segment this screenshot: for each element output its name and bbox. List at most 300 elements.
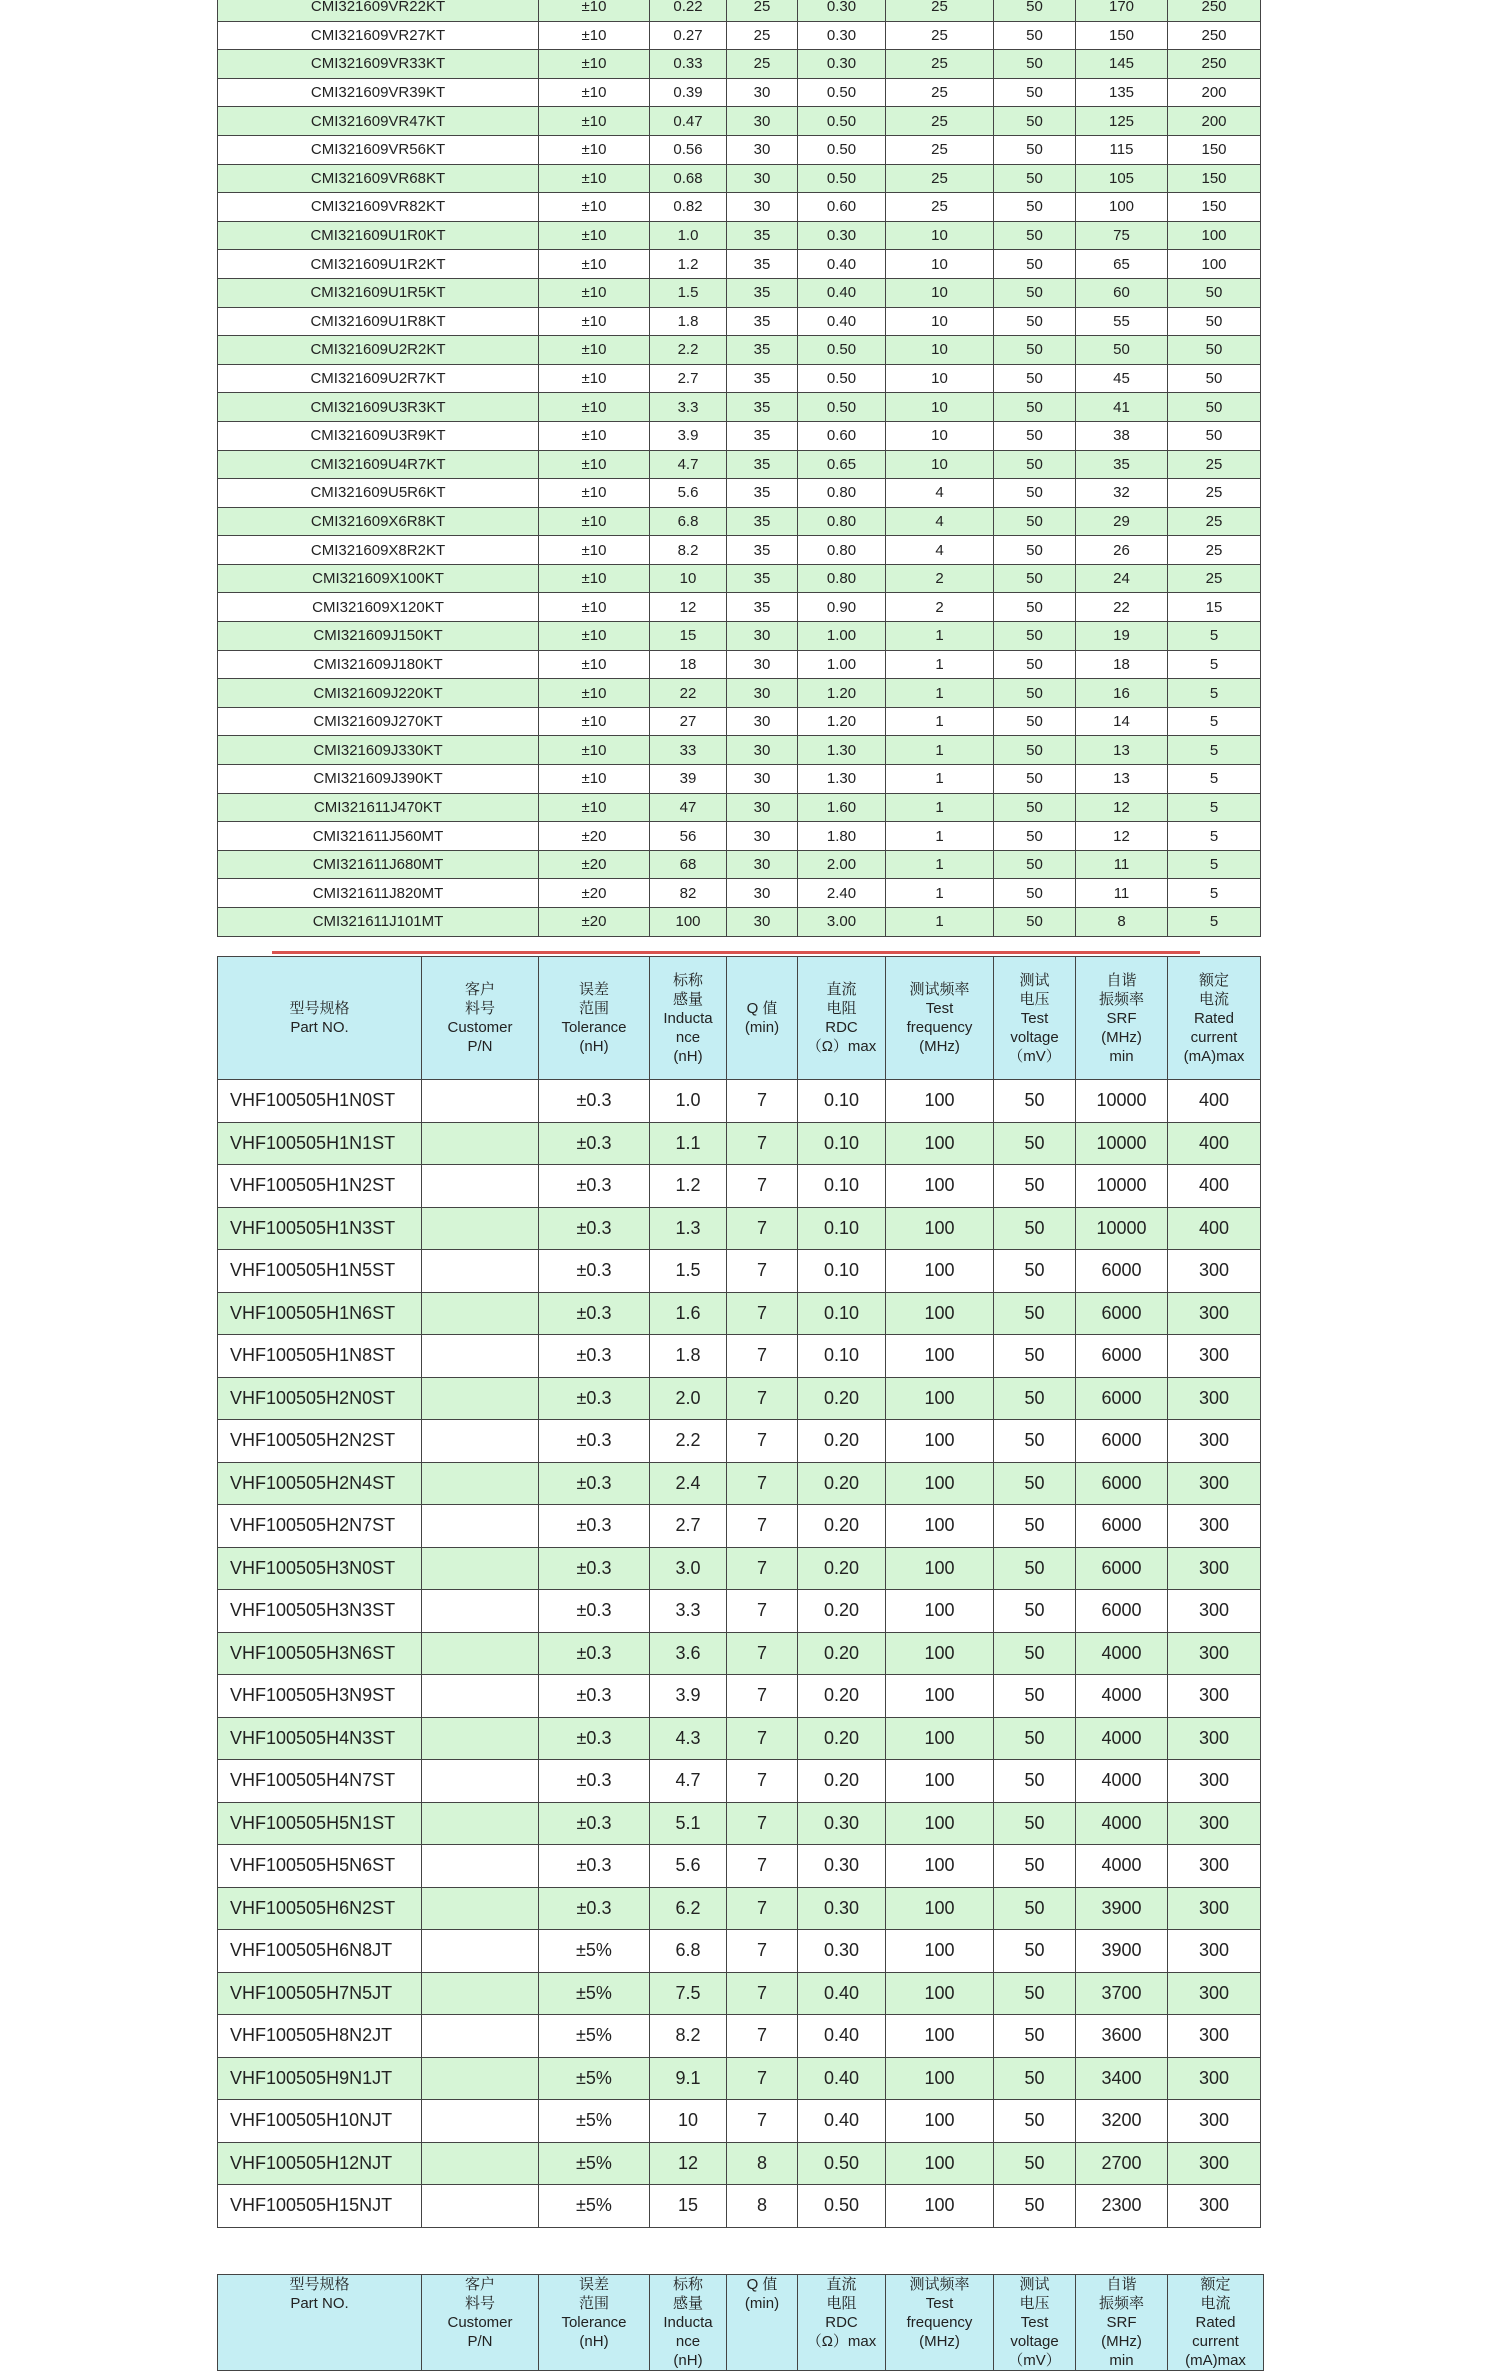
tolerance-cell: ±10 [539,736,650,765]
rated-current-cell: 300 [1168,1930,1261,1973]
test-frequency-cell: 1 [886,679,994,708]
rdc-cell: 0.20 [798,1675,886,1718]
customer-pn-cell [422,1717,539,1760]
tolerance-cell: ±0.3 [539,1122,650,1165]
customer-pn-cell [422,2142,539,2185]
q-cell: 30 [727,736,798,765]
q-cell: 30 [727,850,798,879]
part-no-cell: CMI321609U1R8KT [218,307,539,336]
tolerance-cell: ±10 [539,278,650,307]
srf-cell: 19 [1076,622,1168,651]
rdc-cell: 0.50 [798,336,886,365]
rdc-cell: 1.00 [798,622,886,651]
table-row [218,1420,1261,1463]
inductance-cell: 9.1 [650,2057,727,2100]
rated-current-cell: 50 [1168,278,1261,307]
srf-cell: 115 [1076,135,1168,164]
q-cell: 7 [727,1547,798,1590]
tolerance-cell: ±10 [539,507,650,536]
test-voltage-cell: 50 [994,1632,1076,1675]
test-frequency-cell: 25 [886,0,994,21]
test-frequency-cell: 100 [886,1845,994,1888]
q-cell: 30 [727,622,798,651]
q-cell: 30 [727,164,798,193]
rdc-cell: 1.30 [798,736,886,765]
part-no-cell: VHF100505H1N3ST [218,1207,422,1250]
table-row [218,679,1261,708]
q-cell: 35 [727,364,798,393]
q-cell: 35 [727,221,798,250]
q-cell: 35 [727,278,798,307]
rated-current-cell: 150 [1168,164,1261,193]
test-frequency-cell: 1 [886,822,994,851]
table-row [218,1972,1261,2015]
inductance-cell: 3.9 [650,1675,727,1718]
tolerance-cell: ±0.3 [539,1845,650,1888]
part-no-cell: CMI321609U1R0KT [218,221,539,250]
rated-current-cell: 150 [1168,193,1261,222]
q-cell: 7 [727,1250,798,1293]
test-voltage-cell: 50 [994,1845,1076,1888]
header-customer-pn: 客户 料号 Customer P/N [422,957,539,1080]
test-frequency-cell: 100 [886,1675,994,1718]
q-cell: 30 [727,908,798,937]
table-row [218,1080,1261,1123]
part-no-cell: CMI321609VR47KT [218,107,539,136]
rdc-cell: 0.80 [798,564,886,593]
q-cell: 30 [727,107,798,136]
rdc-cell: 0.80 [798,479,886,508]
test-voltage-cell: 50 [994,2100,1076,2143]
part-no-cell: CMI321609J270KT [218,707,539,736]
test-frequency-cell: 10 [886,450,994,479]
inductance-cell: 2.2 [650,336,727,365]
header-srf: 自谐 振频率 SRF (MHz) min [1076,2275,1168,2371]
inductance-cell: 0.82 [650,193,727,222]
test-frequency-cell: 100 [886,1547,994,1590]
test-voltage-cell: 50 [994,0,1076,21]
header-srf: 自谐 振频率 SRF (MHz) min [1076,957,1168,1080]
rated-current-cell: 300 [1168,1972,1261,2015]
rated-current-cell: 300 [1168,1845,1261,1888]
table-header-row [218,2275,1264,2371]
header-test-frequency: 测试频率 Test frequency (MHz) [886,2275,994,2371]
tolerance-cell: ±10 [539,765,650,794]
rated-current-cell: 50 [1168,307,1261,336]
q-cell: 35 [727,336,798,365]
test-frequency-cell: 1 [886,707,994,736]
table-row [218,107,1261,136]
rdc-cell: 1.80 [798,822,886,851]
rdc-cell: 0.30 [798,1930,886,1973]
rated-current-cell: 300 [1168,1462,1261,1505]
part-no-cell: CMI321609U3R9KT [218,421,539,450]
q-cell: 30 [727,879,798,908]
rated-current-cell: 5 [1168,707,1261,736]
rdc-cell: 0.50 [798,2142,886,2185]
srf-cell: 145 [1076,50,1168,79]
tolerance-cell: ±10 [539,21,650,50]
tolerance-cell: ±10 [539,0,650,21]
customer-pn-cell [422,1292,539,1335]
next-table-header [217,2274,1264,2371]
test-frequency-cell: 100 [886,2100,994,2143]
part-no-cell: CMI321609U2R7KT [218,364,539,393]
part-no-cell: VHF100505H1N0ST [218,1080,422,1123]
test-frequency-cell: 100 [886,1462,994,1505]
test-frequency-cell: 25 [886,78,994,107]
srf-cell: 3400 [1076,2057,1168,2100]
test-frequency-cell: 100 [886,2185,994,2228]
header-rated-current: 额定 电流 Rated current (mA)max [1168,2275,1264,2371]
test-frequency-cell: 1 [886,650,994,679]
srf-cell: 50 [1076,336,1168,365]
header-test-frequency: 测试频率 Test frequency (MHz) [886,957,994,1080]
part-no-cell: VHF100505H2N0ST [218,1377,422,1420]
rdc-cell: 0.10 [798,1080,886,1123]
srf-cell: 26 [1076,536,1168,565]
rated-current-cell: 50 [1168,336,1261,365]
srf-cell: 13 [1076,765,1168,794]
tolerance-cell: ±10 [539,221,650,250]
test-voltage-cell: 50 [994,278,1076,307]
tolerance-cell: ±0.3 [539,1250,650,1293]
tolerance-cell: ±10 [539,107,650,136]
header-rated-current: 额定 电流 Rated current (mA)max [1168,957,1261,1080]
inductance-cell: 82 [650,879,727,908]
test-frequency-cell: 100 [886,1972,994,2015]
customer-pn-cell [422,1165,539,1208]
srf-cell: 13 [1076,736,1168,765]
test-frequency-cell: 100 [886,1930,994,1973]
tolerance-cell: ±10 [539,650,650,679]
table-row [218,879,1261,908]
tolerance-cell: ±5% [539,2057,650,2100]
rdc-cell: 0.50 [798,2185,886,2228]
q-cell: 7 [727,2015,798,2058]
test-voltage-cell: 50 [994,307,1076,336]
inductance-cell: 3.3 [650,393,727,422]
test-frequency-cell: 2 [886,564,994,593]
inductance-cell: 22 [650,679,727,708]
inductance-cell: 68 [650,850,727,879]
q-cell: 25 [727,50,798,79]
rdc-cell: 1.60 [798,793,886,822]
rdc-cell: 0.50 [798,135,886,164]
inductance-cell: 1.1 [650,1122,727,1165]
test-frequency-cell: 10 [886,278,994,307]
inductance-cell: 12 [650,2142,727,2185]
tolerance-cell: ±10 [539,336,650,365]
rdc-cell: 1.20 [798,679,886,708]
tolerance-cell: ±10 [539,135,650,164]
srf-cell: 45 [1076,364,1168,393]
srf-cell: 65 [1076,250,1168,279]
test-voltage-cell: 50 [994,250,1076,279]
rdc-cell: 2.40 [798,879,886,908]
inductance-cell: 10 [650,564,727,593]
inductance-cell: 4.7 [650,450,727,479]
rated-current-cell: 300 [1168,1802,1261,1845]
rdc-cell: 3.00 [798,908,886,937]
part-no-cell: VHF100505H10NJT [218,2100,422,2143]
q-cell: 35 [727,307,798,336]
q-cell: 35 [727,250,798,279]
tolerance-cell: ±20 [539,850,650,879]
part-no-cell: VHF100505H4N3ST [218,1717,422,1760]
rdc-cell: 0.30 [798,0,886,21]
rdc-cell: 0.10 [798,1207,886,1250]
test-frequency-cell: 100 [886,1632,994,1675]
q-cell: 35 [727,564,798,593]
test-voltage-cell: 50 [994,193,1076,222]
rdc-cell: 0.40 [798,278,886,307]
srf-cell: 41 [1076,393,1168,422]
q-cell: 7 [727,1590,798,1633]
tolerance-cell: ±0.3 [539,1802,650,1845]
table-row [218,2100,1261,2143]
srf-cell: 6000 [1076,1547,1168,1590]
test-voltage-cell: 50 [994,593,1076,622]
srf-cell: 105 [1076,164,1168,193]
header-q: Q 值 (min) [727,957,798,1080]
table-header-row [218,957,1261,1080]
srf-cell: 10000 [1076,1207,1168,1250]
inductance-cell: 5.6 [650,479,727,508]
test-frequency-cell: 25 [886,164,994,193]
table-row [218,793,1261,822]
q-cell: 30 [727,193,798,222]
table-row [218,479,1261,508]
table-row [218,536,1261,565]
srf-cell: 150 [1076,21,1168,50]
inductance-cell: 5.6 [650,1845,727,1888]
q-cell: 7 [727,1122,798,1165]
test-frequency-cell: 25 [886,135,994,164]
part-no-cell: VHF100505H6N2ST [218,1887,422,1930]
tolerance-cell: ±20 [539,879,650,908]
part-no-cell: CMI321609U5R6KT [218,479,539,508]
rdc-cell: 0.20 [798,1717,886,1760]
rated-current-cell: 50 [1168,364,1261,393]
srf-cell: 24 [1076,564,1168,593]
test-frequency-cell: 100 [886,1207,994,1250]
table-row [218,1590,1261,1633]
rdc-cell: 1.20 [798,707,886,736]
srf-cell: 12 [1076,822,1168,851]
part-no-cell: VHF100505H1N1ST [218,1122,422,1165]
srf-cell: 11 [1076,879,1168,908]
rdc-cell: 0.20 [798,1547,886,1590]
table-row [218,1547,1261,1590]
header-rdc: 直流 电阻 RDC （Ω）max [798,2275,886,2371]
test-voltage-cell: 50 [994,2142,1076,2185]
rdc-cell: 0.10 [798,1122,886,1165]
test-frequency-cell: 100 [886,1505,994,1548]
inductance-cell: 1.8 [650,1335,727,1378]
rated-current-cell: 100 [1168,250,1261,279]
test-voltage-cell: 50 [994,1505,1076,1548]
test-frequency-cell: 1 [886,908,994,937]
q-cell: 8 [727,2185,798,2228]
inductance-cell: 18 [650,650,727,679]
rdc-cell: 0.30 [798,21,886,50]
tolerance-cell: ±0.3 [539,1590,650,1633]
rated-current-cell: 250 [1168,50,1261,79]
srf-cell: 6000 [1076,1292,1168,1335]
part-no-cell: CMI321609VR68KT [218,164,539,193]
test-voltage-cell: 50 [994,879,1076,908]
tolerance-cell: ±10 [539,421,650,450]
test-voltage-cell: 50 [994,1972,1076,2015]
table-row [218,164,1261,193]
rated-current-cell: 300 [1168,1250,1261,1293]
srf-cell: 6000 [1076,1590,1168,1633]
table-row [218,650,1261,679]
q-cell: 7 [727,1972,798,2015]
tolerance-cell: ±10 [539,307,650,336]
test-voltage-cell: 50 [994,1335,1076,1378]
test-frequency-cell: 1 [886,793,994,822]
srf-cell: 22 [1076,593,1168,622]
tolerance-cell: ±0.3 [539,1207,650,1250]
test-voltage-cell: 50 [994,1080,1076,1123]
test-voltage-cell: 50 [994,164,1076,193]
inductance-cell: 0.56 [650,135,727,164]
test-frequency-cell: 100 [886,2057,994,2100]
tolerance-cell: ±10 [539,393,650,422]
rdc-cell: 0.20 [798,1377,886,1420]
test-voltage-cell: 50 [994,450,1076,479]
test-frequency-cell: 100 [886,2142,994,2185]
tolerance-cell: ±5% [539,1972,650,2015]
part-no-cell: VHF100505H15NJT [218,2185,422,2228]
test-voltage-cell: 50 [994,1165,1076,1208]
rated-current-cell: 400 [1168,1122,1261,1165]
table-row [218,1930,1261,1973]
srf-cell: 3900 [1076,1930,1168,1973]
customer-pn-cell [422,1250,539,1293]
test-frequency-cell: 2 [886,593,994,622]
inductance-cell: 27 [650,707,727,736]
customer-pn-cell [422,1972,539,2015]
srf-cell: 3700 [1076,1972,1168,2015]
rated-current-cell: 300 [1168,1887,1261,1930]
inductance-cell: 3.0 [650,1547,727,1590]
test-frequency-cell: 25 [886,107,994,136]
srf-cell: 125 [1076,107,1168,136]
rated-current-cell: 150 [1168,135,1261,164]
tolerance-cell: ±20 [539,822,650,851]
rated-current-cell: 25 [1168,450,1261,479]
tolerance-cell: ±10 [539,193,650,222]
rdc-cell: 0.20 [798,1505,886,1548]
test-voltage-cell: 50 [994,393,1076,422]
tolerance-cell: ±0.3 [539,1377,650,1420]
inductance-cell: 12 [650,593,727,622]
test-frequency-cell: 100 [886,1420,994,1463]
inductance-cell: 33 [650,736,727,765]
table-row [218,250,1261,279]
rated-current-cell: 300 [1168,1590,1261,1633]
test-voltage-cell: 50 [994,1802,1076,1845]
part-no-cell: VHF100505H5N6ST [218,1845,422,1888]
srf-cell: 2700 [1076,2142,1168,2185]
table-row [218,707,1261,736]
table-row [218,1717,1261,1760]
test-voltage-cell: 50 [994,135,1076,164]
part-no-cell: CMI321609VR39KT [218,78,539,107]
test-frequency-cell: 10 [886,393,994,422]
test-frequency-cell: 1 [886,850,994,879]
header-customer-pn: 客户 料号 Customer P/N [422,2275,539,2371]
srf-cell: 2300 [1076,2185,1168,2228]
q-cell: 7 [727,1845,798,1888]
test-voltage-cell: 50 [994,221,1076,250]
test-voltage-cell: 50 [994,679,1076,708]
table-row [218,765,1261,794]
rdc-cell: 0.10 [798,1165,886,1208]
tolerance-cell: ±5% [539,2100,650,2143]
srf-cell: 32 [1076,479,1168,508]
test-voltage-cell: 50 [994,1547,1076,1590]
header-test-voltage: 测试 电压 Test voltage （mV） [994,957,1076,1080]
customer-pn-cell [422,1080,539,1123]
rdc-cell: 0.80 [798,536,886,565]
table-row [218,1377,1261,1420]
part-no-cell: CMI321609X120KT [218,593,539,622]
inductance-cell: 2.7 [650,364,727,393]
customer-pn-cell [422,1845,539,1888]
srf-cell: 4000 [1076,1717,1168,1760]
test-voltage-cell: 50 [994,1760,1076,1803]
rdc-cell: 0.30 [798,50,886,79]
rated-current-cell: 300 [1168,1292,1261,1335]
table-row [218,850,1261,879]
tolerance-cell: ±0.3 [539,1335,650,1378]
part-no-cell: VHF100505H5N1ST [218,1802,422,1845]
customer-pn-cell [422,1590,539,1633]
header-part-no: 型号规格 Part NO. [218,2275,422,2371]
table-row [218,0,1261,21]
inductance-cell: 6.8 [650,1930,727,1973]
rdc-cell: 0.40 [798,250,886,279]
rated-current-cell: 300 [1168,1632,1261,1675]
rated-current-cell: 250 [1168,0,1261,21]
rdc-cell: 0.10 [798,1250,886,1293]
q-cell: 7 [727,1292,798,1335]
rdc-cell: 0.40 [798,1972,886,2015]
part-no-cell: CMI321611J101MT [218,908,539,937]
test-voltage-cell: 50 [994,908,1076,937]
inductance-cell: 100 [650,908,727,937]
rdc-cell: 0.20 [798,1632,886,1675]
q-cell: 35 [727,507,798,536]
rated-current-cell: 300 [1168,2142,1261,2185]
q-cell: 7 [727,1335,798,1378]
rated-current-cell: 200 [1168,78,1261,107]
rdc-cell: 1.00 [798,650,886,679]
inductance-cell: 5.1 [650,1802,727,1845]
srf-cell: 135 [1076,78,1168,107]
tolerance-cell: ±10 [539,479,650,508]
test-voltage-cell: 50 [994,793,1076,822]
tolerance-cell: ±0.3 [539,1080,650,1123]
cmi-spec-table [217,0,1261,937]
test-voltage-cell: 50 [994,421,1076,450]
test-voltage-cell: 50 [994,650,1076,679]
test-frequency-cell: 10 [886,421,994,450]
